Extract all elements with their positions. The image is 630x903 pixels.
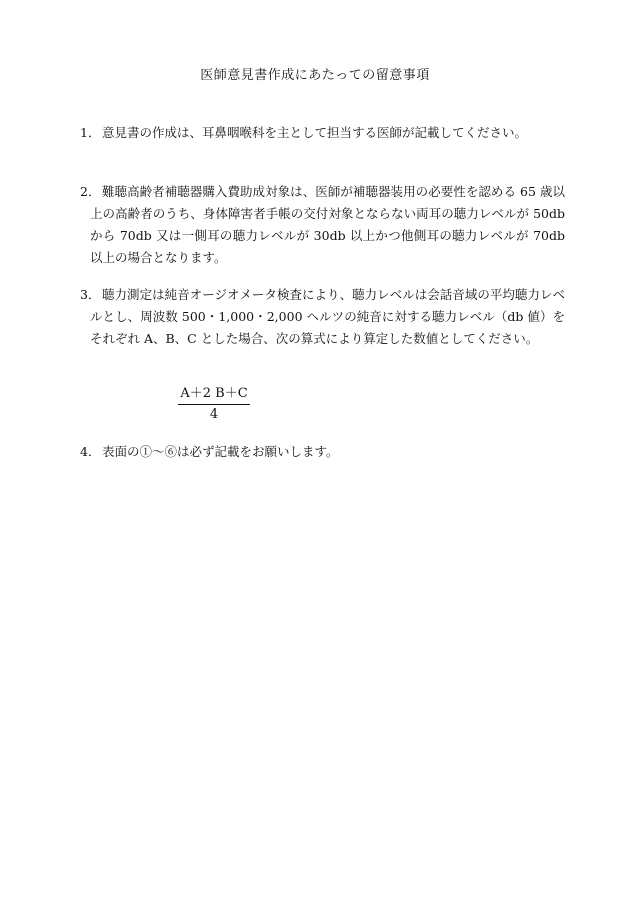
page-title: 医師意見書作成にあたっての留意事項 [200, 68, 430, 83]
formula-numerator: A＋2 B＋C [178, 385, 250, 405]
list-item-2 [80, 181, 565, 269]
formula [178, 385, 250, 425]
item-number: 1． [80, 125, 101, 140]
item-number: 4． [80, 444, 101, 459]
item-number: 3． [80, 287, 101, 302]
list-item-1 [80, 122, 565, 144]
item-number: 2． [80, 184, 101, 199]
item-text: 難聴高齢者補聴器購入費助成対象は、医師が補聴器装用の必要性を認める 65 歳以上の高齢者のうち、身体障害者手帳の交付対象とならない両耳の聴力レベルが 50db から 70db 又は一側耳の聴力レベルが 30db 以上かつ他側耳の聴力レベルが 70db 以上の場合となります。 [90, 184, 565, 265]
item-text: 聴力測定は純音オージオメータ検査により、聴力レベルは会話音域の平均聴力レベルとし、周波数 500・1,000・2,000 ヘルツの純音に対する聴力レベル（db 値）をそれぞれ A、B、C とした場合、次の算式により算定した数値としてください。 [90, 287, 565, 346]
list-item-4 [80, 441, 565, 463]
item-text: 表面の①～⑥は必ず記載をお願いします。 [102, 444, 339, 459]
formula-denominator: 4 [209, 407, 219, 422]
item-text: 意見書の作成は、耳鼻咽喉科を主として担当する医師が記載してください。 [102, 125, 528, 140]
list-item-3 [80, 284, 565, 350]
